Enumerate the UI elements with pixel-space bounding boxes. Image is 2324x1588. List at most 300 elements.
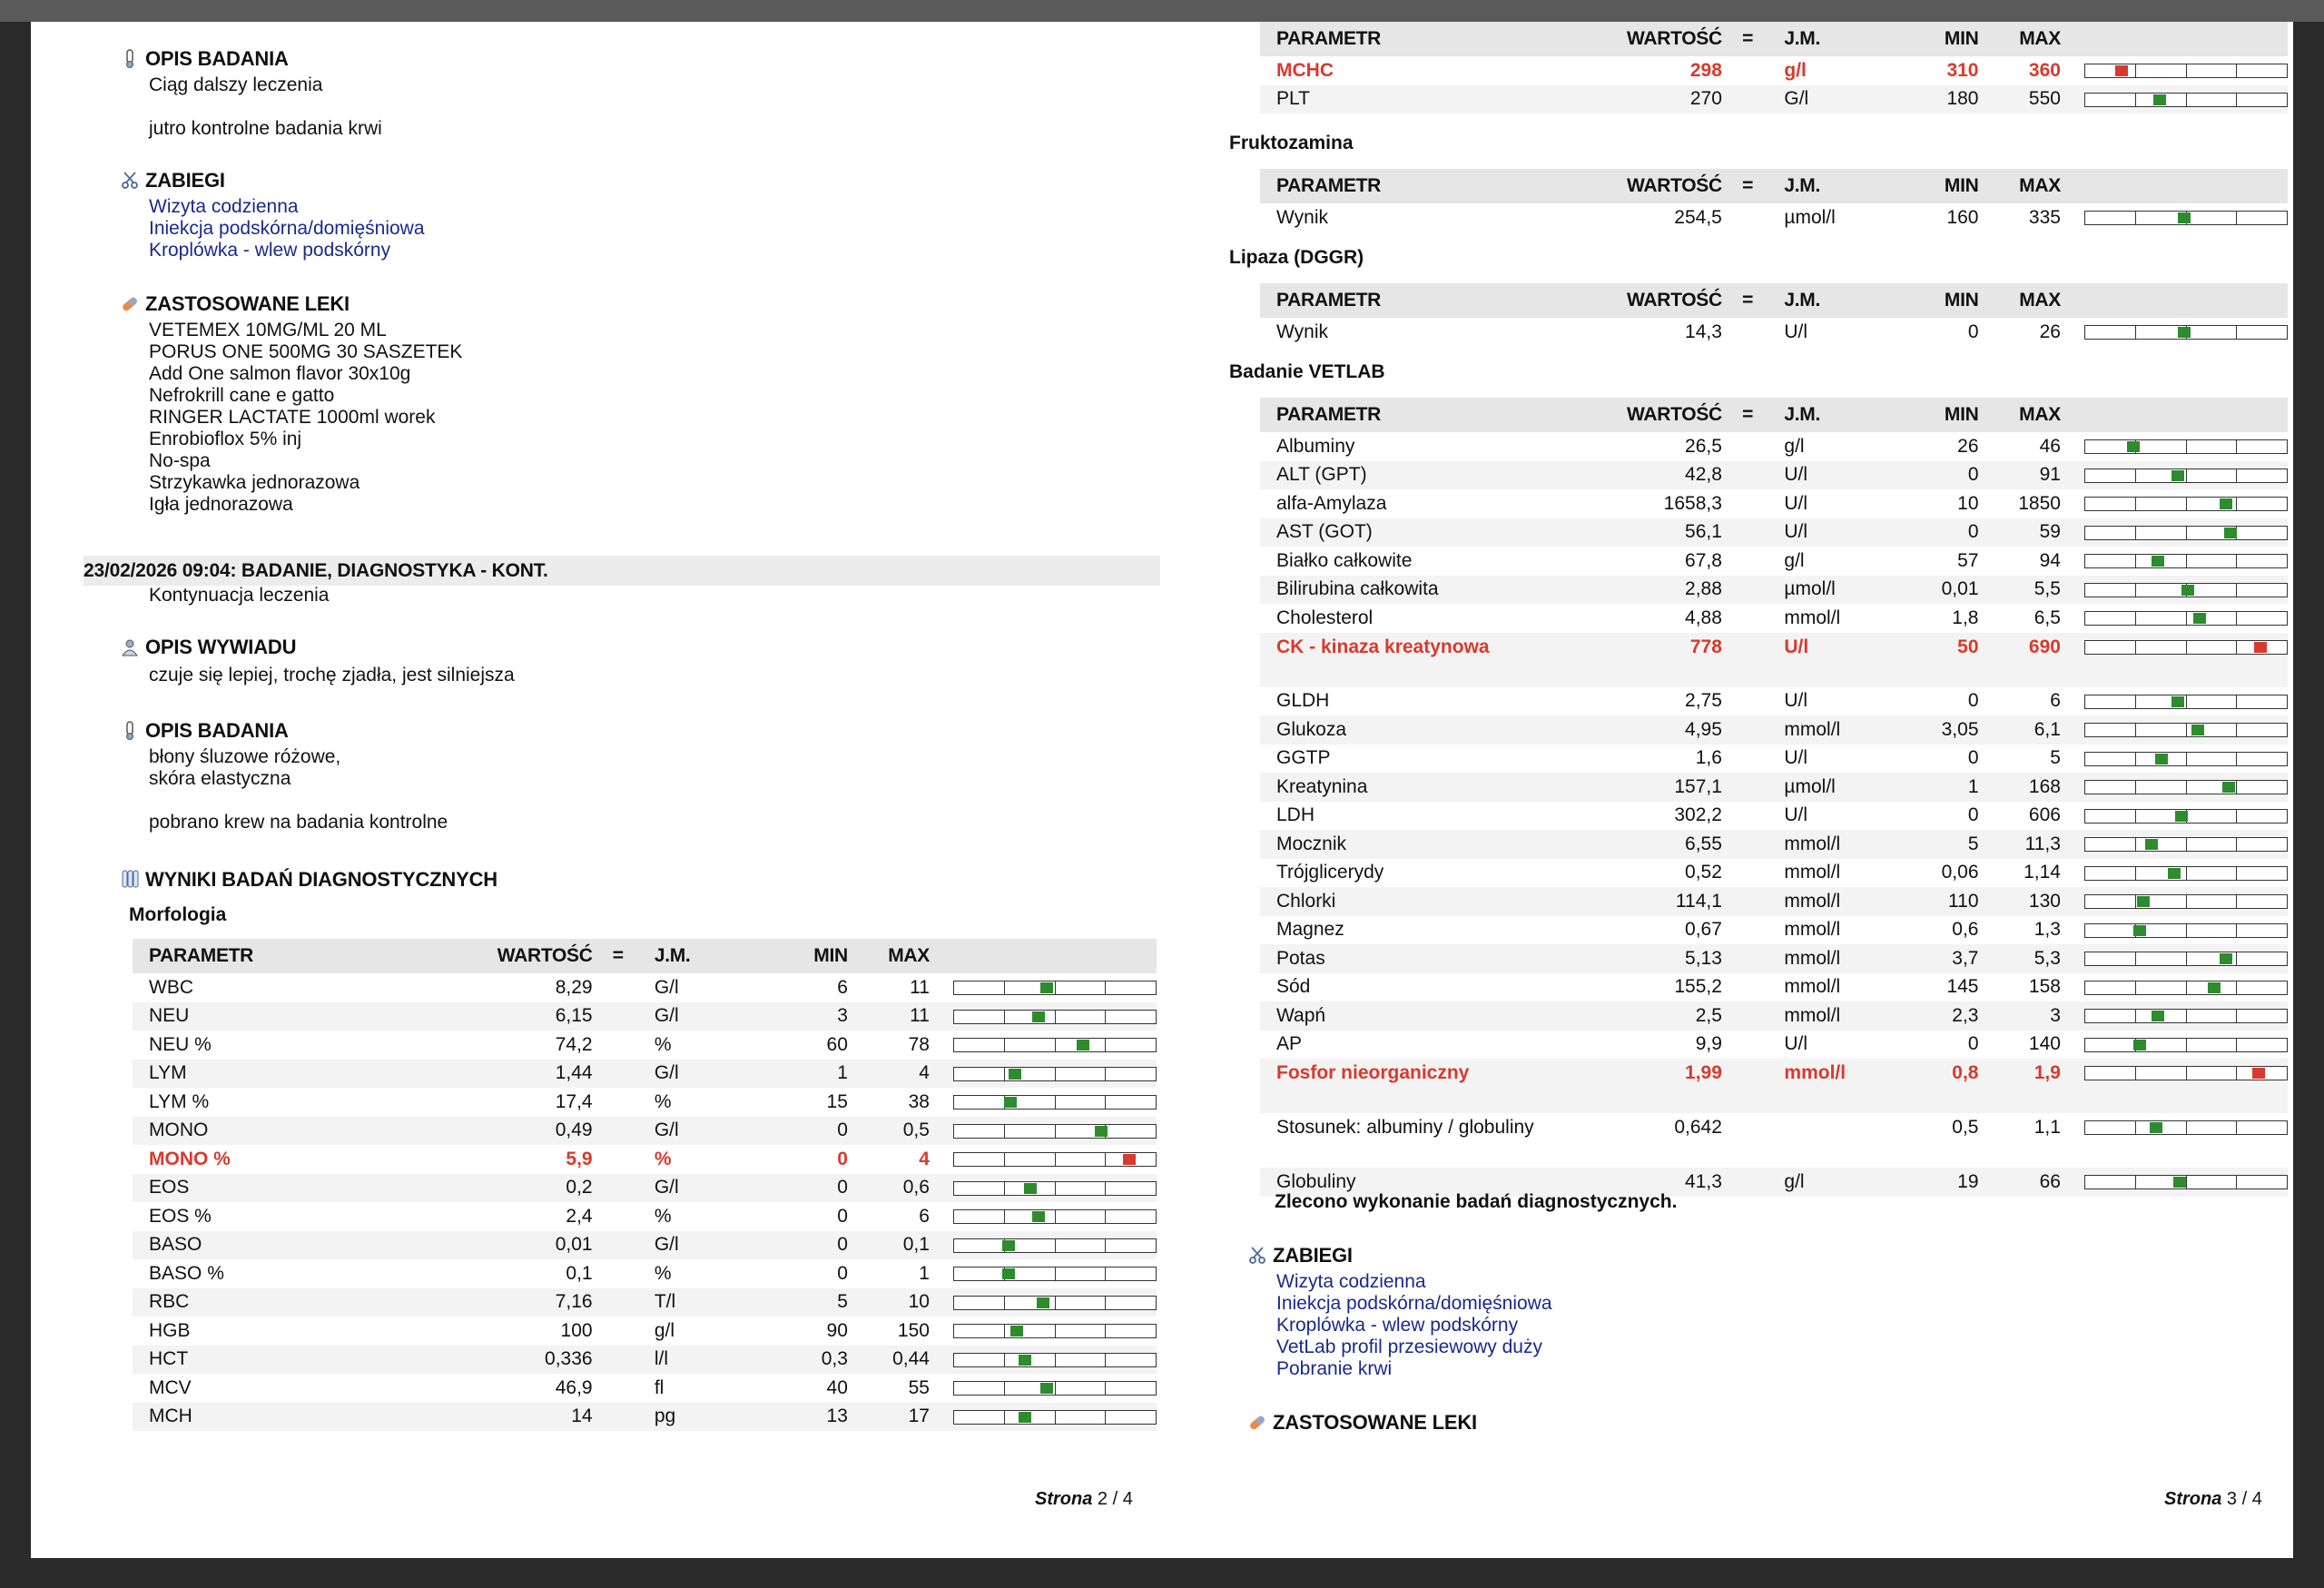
- range-bar-tick: [1004, 1325, 1005, 1337]
- table-row: [1260, 1001, 2288, 1031]
- param-min: 1: [1896, 773, 1978, 802]
- eq-cell: [1722, 604, 1773, 633]
- table-row: [1260, 973, 2288, 1002]
- range-bar: [953, 1038, 1157, 1052]
- table-row: [133, 1288, 1157, 1317]
- eq-cell: [1722, 745, 1773, 774]
- range-bar-cell: [2061, 203, 2288, 232]
- param-name: RBC: [133, 1288, 459, 1317]
- param-name: MCHC: [1276, 59, 1334, 81]
- param-name: Magnez: [1276, 919, 1344, 941]
- param-value: 0,336: [459, 1346, 592, 1375]
- section-zabiegi-1: [120, 169, 1118, 261]
- pill-icon: [120, 294, 140, 314]
- param-max: 158: [2028, 976, 2061, 998]
- param-unit: mmol/l: [1784, 862, 1841, 883]
- range-bar-tick: [1055, 1297, 1056, 1309]
- table-row: [1260, 604, 2288, 633]
- range-bar: [953, 1353, 1157, 1367]
- param-value: 41,3: [1589, 1168, 1722, 1197]
- range-bar: [2084, 752, 2288, 766]
- param-max: 0,5: [848, 1117, 930, 1146]
- range-bar-tick: [2236, 1039, 2237, 1051]
- range-bar: [2084, 894, 2288, 909]
- range-bar-tick: [2236, 895, 2237, 908]
- param-min: 13: [766, 1403, 848, 1432]
- table-header-row: [1260, 398, 2288, 432]
- range-bar-tick: [2135, 1010, 2136, 1022]
- scissors-icon: [1247, 1246, 1267, 1266]
- param-name: Potas: [1260, 944, 1589, 973]
- section-title: OPIS BADANIA: [145, 47, 289, 70]
- range-marker-ok: [2153, 94, 2166, 105]
- param-min: 26: [1957, 435, 1979, 457]
- param-name: Kreatynina: [1260, 773, 1589, 802]
- param-unit: mmol/l: [1773, 1059, 1896, 1113]
- section-title: ZASTOSOWANE LEKI: [145, 292, 350, 315]
- table-row: [1260, 489, 2288, 518]
- range-marker-ok: [2137, 896, 2150, 907]
- param-unit: U/l: [1784, 747, 1808, 769]
- table-title-morfologia: Morfologia: [129, 904, 227, 925]
- range-bar-tick: [1055, 1239, 1056, 1252]
- range-bar-tick: [1055, 1354, 1056, 1366]
- eq-cell: [593, 1060, 644, 1089]
- section-title: ZABIEGI: [145, 169, 225, 192]
- eq-cell: [1722, 916, 1773, 945]
- range-bar-cell: [2061, 687, 2288, 716]
- param-max: 66: [1979, 1168, 2061, 1197]
- param-unit: mmol/l: [1773, 1001, 1896, 1031]
- param-unit: G/l: [644, 1060, 766, 1089]
- param-max: 1,14: [2024, 862, 2061, 883]
- param-name: MCH: [133, 1403, 459, 1432]
- range-bar-tick: [2135, 94, 2136, 106]
- range-bar-tick: [1105, 1354, 1106, 1366]
- section-text: Ciąg dalszy leczenia jutro kontrolne badania krwi: [149, 74, 382, 139]
- range-bar-tick: [2236, 810, 2237, 823]
- range-marker-ok: [1032, 1211, 1045, 1222]
- range-bar-tick: [2236, 326, 2237, 339]
- param-name: MONO %: [149, 1148, 231, 1169]
- table-row: [1260, 547, 2288, 576]
- table-row: [133, 1174, 1157, 1203]
- param-value: 67,8: [1685, 549, 1722, 571]
- param-value: 14: [459, 1403, 592, 1432]
- section-wyniki: [120, 868, 1118, 892]
- range-bar-tick: [2236, 924, 2237, 937]
- param-unit: %: [654, 1033, 672, 1055]
- section-title: ZABIEGI: [1273, 1244, 1353, 1267]
- param-value: 26,5: [1685, 435, 1722, 457]
- column-header: WARTOŚĆ: [1589, 169, 1722, 203]
- range-marker-ok: [1004, 1097, 1017, 1108]
- param-unit: U/l: [1784, 321, 1808, 342]
- range-bar-tick: [1105, 1068, 1106, 1080]
- range-bar: [953, 1010, 1157, 1024]
- param-max: 360: [2028, 59, 2061, 81]
- param-value: 0,52: [1685, 862, 1722, 883]
- param-min: 3,05: [1896, 715, 1978, 745]
- range-bar-cell: [2061, 715, 2288, 745]
- range-bar-cell: [930, 973, 1157, 1002]
- range-bar-tick: [2135, 555, 2136, 567]
- param-max: 17: [848, 1403, 930, 1432]
- eq-cell: [1722, 1113, 1773, 1168]
- range-bar-tick: [2186, 867, 2187, 880]
- range-bar-cell: [930, 1031, 1157, 1060]
- table-row: [133, 1031, 1157, 1060]
- results-table-continued: [1260, 22, 2288, 113]
- range-bar-cell: [930, 1145, 1157, 1174]
- param-unit: %: [654, 1262, 672, 1284]
- range-bar-tick: [2135, 695, 2136, 708]
- param-unit: pg: [644, 1403, 766, 1432]
- range-bar: [2084, 439, 2288, 454]
- param-unit: g/l: [1784, 549, 1805, 571]
- range-bar-tick: [2186, 555, 2187, 567]
- param-unit: G/l: [1773, 85, 1896, 114]
- pill-icon: [1247, 1413, 1267, 1433]
- range-bar-cell: [930, 1403, 1157, 1432]
- param-max: 140: [2028, 1033, 2061, 1055]
- range-bar-tick: [1105, 1382, 1106, 1395]
- param-name: PLT: [1260, 85, 1589, 114]
- param-name: HGB: [149, 1319, 191, 1341]
- param-min: 0: [1967, 1033, 1979, 1055]
- range-bar: [953, 1296, 1157, 1310]
- param-name: MCV: [149, 1376, 192, 1398]
- table-header-row: [1260, 169, 2288, 203]
- column-header: WARTOŚĆ: [1589, 22, 1722, 56]
- visit-header: 23/02/2026 09:04: BADANIE, DIAGNOSTYKA - KONT.: [84, 556, 1160, 586]
- eq-cell: [593, 1002, 644, 1031]
- range-bar-tick: [2236, 584, 2237, 597]
- range-marker-ok: [1040, 1383, 1053, 1394]
- param-min: 0: [1967, 747, 1979, 769]
- range-bar-tick: [2236, 212, 2237, 224]
- param-max: 11: [848, 1002, 930, 1031]
- param-name: EOS %: [149, 1205, 212, 1227]
- param-value: 0,1: [566, 1262, 593, 1284]
- table-row: [133, 1117, 1157, 1146]
- table-row: [133, 1060, 1157, 1089]
- range-bar-tick: [2236, 838, 2237, 851]
- param-max: 10: [848, 1288, 930, 1317]
- param-min: 6: [837, 976, 848, 998]
- eq-cell: [593, 1374, 644, 1403]
- table-row: [133, 1202, 1157, 1231]
- column-header: MIN: [1896, 169, 1978, 203]
- param-min: 5: [1896, 830, 1978, 859]
- range-bar-tick: [2135, 952, 2136, 965]
- table-row: [1260, 1059, 2288, 1113]
- column-header: WARTOŚĆ: [459, 939, 592, 973]
- range-bar: [953, 1324, 1157, 1338]
- range-marker-ok: [2155, 754, 2168, 764]
- range-bar-cell: [2061, 830, 2288, 859]
- param-name: Chlorki: [1260, 887, 1589, 916]
- eq-cell: [1722, 318, 1774, 347]
- section-opis-badania-1: [120, 47, 1118, 140]
- section-text: VETEMEX 10MG/ML 20 ML PORUS ONE 500MG 30 SASZETEK Add One salmon flavor 30x10g Nefrokrill cane e gatto RINGER LACTATE 1000ml worek Enrobioflox 5% inj No-spa Strzykawka jednorazowa Igła jednorazowa: [149, 320, 463, 515]
- range-bar-tick: [1055, 1039, 1056, 1051]
- range-bar-tick: [1004, 1039, 1005, 1051]
- param-min: 0,3: [766, 1346, 848, 1375]
- range-bar-tick: [2135, 724, 2136, 736]
- range-bar: [2084, 554, 2288, 568]
- param-value: 56,1: [1589, 518, 1722, 547]
- table-row: [133, 1259, 1157, 1288]
- range-bar-tick: [1105, 1011, 1106, 1023]
- range-bar-tick: [2135, 527, 2136, 539]
- param-max: 4: [848, 1060, 930, 1089]
- range-bar-tick: [2186, 64, 2187, 77]
- table-header-row: [1260, 283, 2288, 318]
- param-unit: %: [654, 1090, 672, 1112]
- column-header: PARAMETR: [1260, 22, 1589, 56]
- column-header: WARTOŚĆ: [1589, 283, 1722, 318]
- range-bar-cell: [930, 1259, 1157, 1288]
- param-min: 180: [1896, 85, 1978, 114]
- range-bar: [2084, 1038, 2288, 1052]
- range-marker-ok: [2220, 498, 2232, 509]
- range-bar: [2084, 583, 2288, 597]
- column-header: MAX: [1978, 169, 2060, 203]
- param-min: 0,5: [1952, 1117, 1979, 1138]
- range-bar-tick: [2186, 527, 2187, 539]
- table-header-row: [133, 939, 1157, 973]
- param-min: 0: [766, 1117, 848, 1146]
- results-table-vetlab: [1260, 398, 2288, 1197]
- range-bar-cell: [2061, 1059, 2288, 1113]
- range-bar-tick: [2135, 867, 2136, 880]
- range-bar: [2084, 93, 2288, 107]
- column-header: PARAMETR: [1260, 283, 1589, 318]
- param-value: 6,15: [459, 1002, 592, 1031]
- column-header-bar: [2061, 283, 2288, 318]
- range-marker-ok: [2150, 1122, 2162, 1133]
- range-bar-tick: [2186, 1067, 2187, 1080]
- range-bar: [953, 1067, 1157, 1081]
- range-bar-tick: [1004, 1153, 1005, 1166]
- param-max: 91: [1979, 461, 2061, 490]
- param-value: 2,4: [566, 1205, 593, 1227]
- table-row: [1260, 518, 2288, 547]
- param-max: 6: [2050, 690, 2061, 712]
- range-bar-cell: [930, 1317, 1157, 1346]
- param-unit: mmol/l: [1784, 976, 1841, 998]
- param-name: Wynik: [1276, 206, 1328, 228]
- param-name: NEU %: [149, 1033, 212, 1055]
- range-bar: [2084, 695, 2288, 709]
- param-unit: G/l: [644, 1174, 766, 1203]
- param-min: 0: [1967, 321, 1979, 342]
- param-min: 0: [837, 1262, 848, 1284]
- column-header: J.M.: [644, 939, 766, 973]
- param-min: 145: [1946, 976, 1979, 998]
- param-unit: mmol/l: [1784, 607, 1841, 628]
- range-marker-ok: [1019, 1355, 1031, 1366]
- range-bar-tick: [2236, 1176, 2237, 1189]
- param-name: Wapń: [1260, 1001, 1589, 1031]
- eq-cell: [593, 1145, 644, 1174]
- param-unit: mmol/l: [1773, 830, 1896, 859]
- range-bar-tick: [2236, 469, 2237, 482]
- range-bar-cell: [930, 1231, 1157, 1260]
- range-marker-ok: [2168, 868, 2181, 879]
- range-bar: [2084, 1175, 2288, 1189]
- eq-cell: [593, 1259, 644, 1288]
- range-bar: [953, 1267, 1157, 1281]
- column-header: =: [1722, 169, 1774, 203]
- range-bar-cell: [930, 1088, 1157, 1117]
- range-bar-tick: [1055, 1153, 1056, 1166]
- range-bar-tick: [1105, 1210, 1106, 1223]
- range-bar: [2084, 952, 2288, 966]
- thermometer-icon: [120, 49, 140, 69]
- param-value: 9,9: [1695, 1033, 1722, 1055]
- param-value: 2,88: [1589, 576, 1722, 605]
- eq-cell: [1722, 1059, 1773, 1113]
- param-min: 0: [766, 1231, 848, 1260]
- param-name: HCT: [133, 1346, 459, 1375]
- range-bar: [2084, 923, 2288, 938]
- eq-cell: [1722, 715, 1773, 745]
- eq-cell: [593, 1117, 644, 1146]
- range-bar-cell: [930, 1374, 1157, 1403]
- range-bar-cell: [2061, 773, 2288, 802]
- range-bar-cell: [2061, 489, 2288, 518]
- param-name: GGTP: [1276, 747, 1331, 769]
- param-unit: U/l: [1773, 633, 1896, 687]
- range-bar-tick: [1055, 1011, 1056, 1023]
- range-bar-tick: [2186, 924, 2187, 937]
- param-min: 0: [1896, 518, 1978, 547]
- column-header-bar: [2061, 169, 2288, 203]
- param-name: Sód: [1276, 976, 1311, 998]
- param-name: Białko całkowite: [1276, 549, 1413, 571]
- range-marker-ok: [1077, 1040, 1089, 1050]
- range-bar-cell: [2061, 604, 2288, 633]
- range-bar: [2084, 640, 2288, 655]
- param-value: 5,13: [1589, 944, 1722, 973]
- param-value: 6,55: [1589, 830, 1722, 859]
- range-bar-cell: [2061, 802, 2288, 831]
- range-marker-ok: [2222, 782, 2235, 793]
- table-row: [1260, 859, 2288, 888]
- table-row: [133, 1088, 1157, 1117]
- range-bar-tick: [2186, 952, 2187, 965]
- section-text: błony śluzowe różowe, skóra elastyczna pobrano krew na badania kontrolne: [149, 746, 448, 833]
- table-row: [1260, 916, 2288, 945]
- range-bar-tick: [2236, 695, 2237, 708]
- range-bar: [2084, 981, 2288, 995]
- range-bar-cell: [2061, 973, 2288, 1002]
- eq-cell: [1722, 944, 1773, 973]
- param-name: AST (GOT): [1260, 518, 1589, 547]
- param-min: 2,3: [1896, 1001, 1978, 1031]
- eq-cell: [1722, 973, 1773, 1002]
- param-min: 40: [826, 1376, 848, 1398]
- column-header: =: [1722, 398, 1773, 432]
- eq-cell: [593, 973, 644, 1002]
- param-min: 10: [1957, 492, 1979, 514]
- range-bar-tick: [1004, 1411, 1005, 1424]
- param-min: 0: [837, 1205, 848, 1227]
- range-bar-tick: [2186, 612, 2187, 625]
- param-max: 26: [2039, 321, 2061, 342]
- range-bar-tick: [2186, 440, 2187, 453]
- param-min: 60: [826, 1033, 848, 1055]
- table-row: [133, 1317, 1157, 1346]
- range-bar-tick: [1055, 1125, 1056, 1138]
- person-icon: [120, 637, 140, 657]
- range-bar-tick: [2186, 469, 2187, 482]
- param-value: 46,9: [555, 1376, 593, 1398]
- range-bar-cell: [2061, 56, 2288, 85]
- eq-cell: [1722, 576, 1773, 605]
- param-unit: U/l: [1784, 690, 1808, 712]
- param-name: MONO: [133, 1117, 459, 1146]
- eq-cell: [1722, 633, 1773, 687]
- range-bar-cell: [2061, 576, 2288, 605]
- eq-cell: [1722, 859, 1773, 888]
- param-max: 0,6: [848, 1174, 930, 1203]
- column-header: MAX: [1979, 398, 2061, 432]
- column-header: PARAMETR: [133, 939, 459, 973]
- range-bar: [953, 981, 1157, 995]
- param-max: 4: [919, 1148, 930, 1169]
- range-marker-ok: [1040, 982, 1053, 993]
- param-value: 270: [1589, 85, 1722, 114]
- range-bar-tick: [2135, 64, 2136, 77]
- param-name: CK - kinaza kreatynowa: [1260, 633, 1589, 687]
- eq-cell: [593, 1231, 644, 1260]
- param-value: 1,44: [459, 1060, 592, 1089]
- range-bar-cell: [930, 1288, 1157, 1317]
- param-min: 0: [837, 1148, 848, 1169]
- range-bar-cell: [930, 1002, 1157, 1031]
- range-bar-tick: [2236, 1067, 2237, 1080]
- range-bar-cell: [930, 1174, 1157, 1203]
- eq-cell: [1722, 830, 1773, 859]
- param-name: Fosfor nieorganiczny: [1260, 1059, 1589, 1113]
- range-marker-ok: [1037, 1297, 1049, 1308]
- column-header: =: [1722, 22, 1774, 56]
- param-unit: [1773, 1113, 1896, 1168]
- range-marker-ok: [2175, 811, 2188, 822]
- table-row: [1260, 687, 2288, 716]
- range-bar: [2084, 611, 2288, 626]
- param-value: 302,2: [1674, 804, 1722, 826]
- range-bar-tick: [1105, 1096, 1106, 1109]
- param-unit: U/l: [1784, 492, 1808, 514]
- test-tubes-icon: [120, 870, 140, 890]
- range-bar: [953, 1124, 1157, 1139]
- eq-cell: [593, 1346, 644, 1375]
- page-footer: Strona 3 / 4: [2164, 1489, 2262, 1509]
- param-value: 1,6: [1695, 747, 1722, 769]
- range-marker-ok: [2181, 585, 2194, 596]
- param-max: 11: [910, 976, 930, 998]
- range-bar-cell: [930, 1060, 1157, 1089]
- table-row: [133, 1374, 1157, 1403]
- param-value: 114,1: [1589, 887, 1722, 916]
- range-bar-tick: [1004, 1068, 1005, 1080]
- param-unit: %: [654, 1205, 672, 1227]
- range-marker-ok: [1002, 1268, 1015, 1279]
